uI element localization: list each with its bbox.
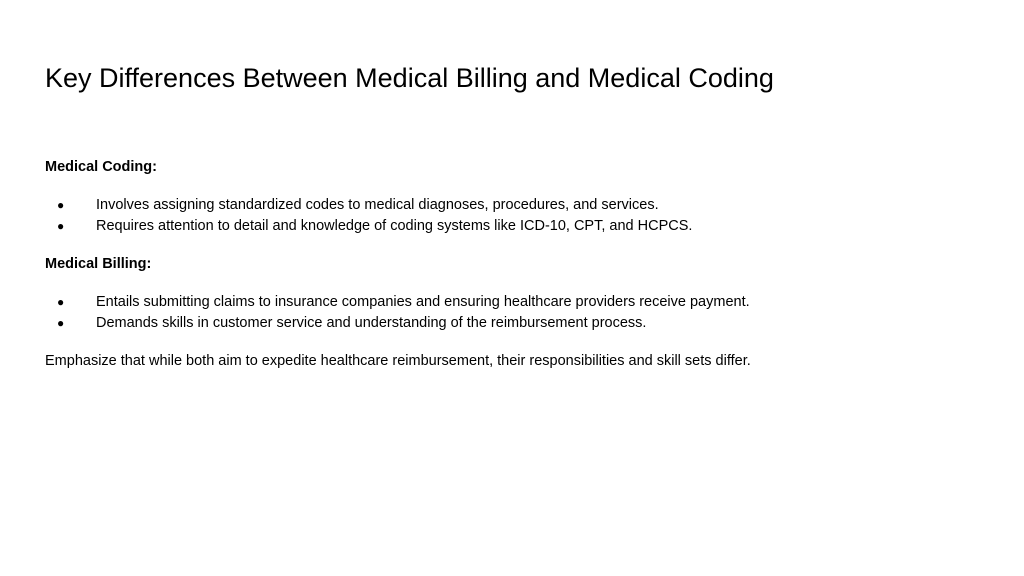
- bullet-item: [45, 216, 985, 237]
- section-heading-medical-coding: Medical Coding:: [45, 159, 157, 175]
- summary-text: Emphasize that while both aim to expedite healthcare reimbursement, their responsibilities and skill sets differ.: [45, 353, 751, 369]
- bullet-icon: ●: [57, 316, 65, 330]
- bullet-icon: ●: [57, 198, 65, 212]
- bullet-item: [45, 195, 985, 216]
- slide-content: [45, 157, 985, 372]
- medical-billing-bullet-list: [45, 292, 985, 334]
- bullet-text: Involves assigning standardized codes to medical diagnoses, procedures, and services.: [96, 197, 659, 213]
- section-heading-medical-billing: Medical Billing:: [45, 256, 152, 272]
- slide-title: Key Differences Between Medical Billing and Medical Coding: [45, 63, 774, 93]
- bullet-icon: ●: [57, 295, 65, 309]
- bullet-text: Entails submitting claims to insurance companies and ensuring healthcare providers receive payment.: [96, 294, 750, 310]
- bullet-item: [45, 313, 985, 334]
- bullet-item: [45, 292, 985, 313]
- bullet-text: Requires attention to detail and knowledge of coding systems like ICD-10, CPT, and HCPCS.: [96, 218, 693, 234]
- bullet-text: Demands skills in customer service and understanding of the reimbursement process.: [96, 315, 647, 331]
- medical-coding-bullet-list: [45, 195, 985, 237]
- bullet-icon: ●: [57, 219, 65, 233]
